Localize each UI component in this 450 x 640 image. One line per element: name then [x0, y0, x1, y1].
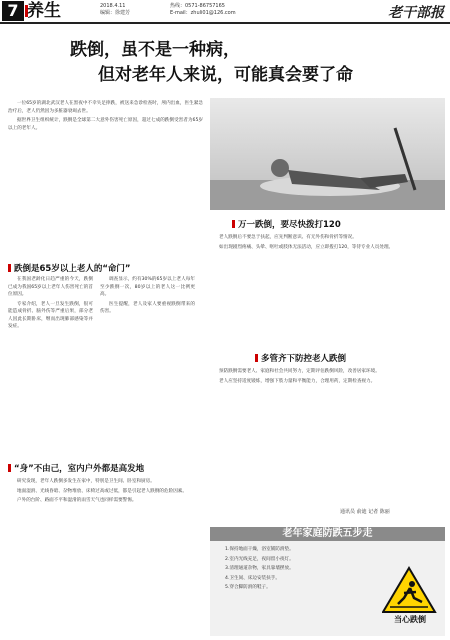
section-4-title: 多管齐下防控老人跌倒 [255, 352, 346, 364]
fallen-person-illustration [210, 98, 445, 210]
intro-paragraph: 一位65岁的湖北武汉老人在黑夜中不幸失足摔跌，被送来急诊检查时，颅内出血，医生紧急治疗后，老人仍然因为多脏器衰竭去世。 [8, 101, 203, 114]
intro-paragraph: 据世界卫生组织统计，跌倒是全球第二大意外伤害死亡原因，超过七成的跌倒受害者为65岁以上的老年人。 [8, 118, 203, 131]
email: E-mail：zhuli01@126.com [170, 10, 236, 16]
section-1-paragraph: 专家介绍，老人一旦发生跌倒，很可能造成骨折、脑外伤等严重后果，部分老人因此长期卧床，继而出现肺部感染等并发症。 [8, 301, 93, 329]
section-3-body [210, 234, 445, 253]
issue-date: 2018.4.11 [100, 3, 126, 9]
section-2-paragraph: 地面湿滑、光线昏暗、杂物堆放、床椅过高或过低，都是引起老人跌倒的危险因素。 [17, 488, 187, 494]
section-2-body [8, 478, 203, 507]
tips-title: 老年家庭防跌五步走 [210, 527, 445, 541]
intro-column [8, 100, 203, 134]
tip-item: 4.卫生间、床边安装扶手。 [225, 575, 280, 581]
section-1-paragraph: 医生提醒，老人及家人要重视跌倒带来的伤害。 [100, 301, 195, 314]
section-3-paragraph: 如出现剧烈疼痛、头晕、呕吐或肢体无法活动，应立即拨打120，等待专业人员处理。 [219, 244, 394, 250]
section-2-title: “身”不由己，室内户外都是高发地 [8, 462, 144, 474]
tip-item: 3.清理通道杂物，家具靠墙摆放。 [225, 566, 294, 571]
section-1-paragraph: 调查显示，约有30%的65岁以上老人每年至少跌倒一次，80岁以上的老人这一比例更高。 [100, 277, 195, 297]
caution-sign-text: 当心跌倒 [394, 615, 426, 624]
section-1-title: 跌倒是65岁以上老人的“命门” [8, 262, 131, 274]
section-3-title: 万一跌倒，要尽快拨打120 [232, 218, 341, 230]
headline [60, 38, 440, 88]
tips-list [216, 546, 381, 594]
section-3-paragraph: 老人跌倒后不要急于扶起，应先判断意识、有无外伤和骨折等情况。 [219, 235, 357, 240]
tip-item: 2.室内光线充足，夜间留小夜灯。 [225, 556, 294, 562]
section-4-paragraph: 老人应坚持适度锻炼，增强下肢力量和平衡能力，合理用药，定期检查视力。 [219, 378, 376, 384]
header-contact [170, 3, 236, 17]
section-4-paragraph: 预防跌倒需要老人、家庭和社会共同努力，定期评估跌倒风险，改善居家环境。 [219, 369, 380, 374]
article-photo [210, 98, 445, 210]
section-title: 养生 [27, 1, 61, 21]
section-2-paragraph: 研究发现，老年人跌倒多发生在家中，特别是卫生间、卧室和厨房。 [17, 479, 155, 484]
tip-item: 1.保持地面干燥，浴室铺防滑垫。 [225, 547, 294, 552]
page-number: 7 [2, 1, 24, 21]
editor: 编辑：徐建芳 [100, 10, 131, 16]
tip-item: 5.穿合脚防滑的鞋子。 [225, 585, 271, 590]
page-header [0, 0, 450, 22]
headline-line-1: 跌倒，虽不是一种病， [70, 40, 240, 60]
section-2-paragraph: 户外的台阶、路面不平和湿滑的雨雪天气也同样需要警惕。 [17, 498, 137, 503]
header-meta [100, 3, 130, 17]
header-rule [0, 22, 450, 24]
section-1-right [100, 276, 195, 318]
newspaper-name: 老干部报 [388, 5, 444, 21]
section-4-body [210, 368, 445, 387]
section-1-left [8, 276, 93, 333]
article-byline: 通讯员 俞迪 记者 陈丽 [340, 509, 390, 515]
section-1-paragraph: 在我国老龄化日趋严重的今天，跌倒已成为我国65岁以上老年人伤害死亡的首位原因。 [8, 277, 93, 297]
headline-line-2: 但对老年人来说，可能真会要了命 [98, 65, 353, 85]
phone: 热线：0571-86757165 [170, 3, 225, 9]
